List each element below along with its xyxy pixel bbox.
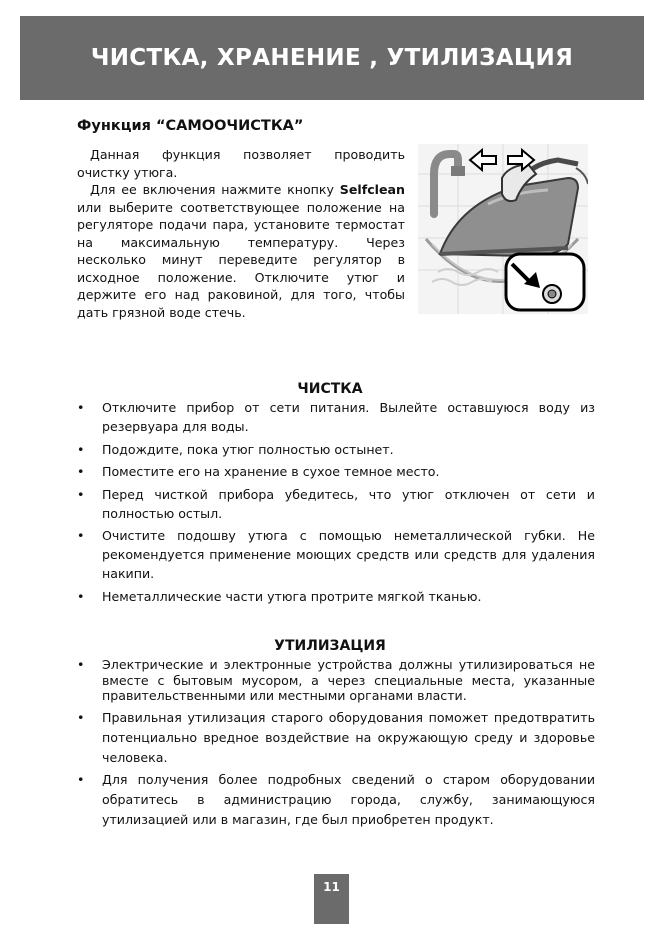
list-item [77, 440, 595, 459]
header-bar [20, 16, 644, 100]
selfclean-paragraph-2 [77, 181, 405, 321]
cleaning-heading: ЧИСТКА [297, 381, 363, 397]
list-item-text: Перед чисткой прибора убедитесь, что утюг отключен от сети и полностью остыл. [102, 486, 595, 521]
bullet-icon: • [77, 657, 85, 672]
list-item [77, 485, 595, 523]
selfclean-description [77, 146, 405, 321]
disposal-list [77, 657, 595, 832]
selfclean-title: Функция “САМООЧИСТКА” [77, 118, 304, 134]
list-item-text: Правильная утилизация старого оборудования поможет предотвратить потенциально вредное воздействие на окружающую среду и здоровье человека. [102, 709, 595, 765]
list-item-text: Электрические и электронные устройства должны утилизироваться не вместе с бытовым мусором, а через специальные места, указанные правительственными или местными органами власти. [102, 657, 595, 703]
bullet-icon: • [77, 771, 85, 787]
selfclean-text-before: Для ее включения нажмите кнопку [90, 182, 340, 197]
bullet-icon: • [77, 528, 85, 543]
list-item-text: Отключите прибор от сети питания. Вылейте оставшуюся воду из резервуара для воды. [102, 400, 595, 434]
bullet-icon: • [77, 441, 85, 457]
list-item-text: Поместите его на хранение в сухое темное место. [102, 464, 440, 479]
page-title: ЧИСТКА, ХРАНЕНИЕ , УТИЛИЗАЦИЯ [90, 45, 574, 71]
list-item [77, 526, 595, 583]
bullet-icon: • [77, 486, 85, 502]
selfclean-paragraph-1: Данная функция позволяет проводить очистку утюга. [77, 147, 405, 180]
list-item-text: Неметаллические части утюга протрите мягкой тканью. [102, 588, 482, 604]
page-number: 11 [314, 874, 349, 924]
list-item-text: Подождите, пока утюг полностью остынет. [102, 441, 394, 457]
list-item-text: Очистите подошву утюга с помощью неметаллической губки. Не рекомендуется применение моющих средств или средств для удаления накипи. [102, 528, 595, 581]
iron-selfclean-illustration-icon [418, 144, 588, 314]
list-item [77, 587, 595, 606]
bullet-icon: • [77, 709, 85, 725]
disposal-heading: УТИЛИЗАЦИЯ [274, 638, 386, 654]
list-item-text: Для получения более подробных сведений о старом оборудовании обратитесь в администрацию города, службу, занимающуюся утилизацией или в магазин, где был приобретен продукт. [102, 771, 595, 827]
list-item [77, 462, 595, 481]
list-item [77, 398, 595, 436]
bullet-icon: • [77, 588, 85, 604]
selfclean-button-name: Selfclean [339, 182, 405, 197]
bullet-icon: • [77, 400, 85, 415]
selfclean-text-after: или выберите соответствующее положение на регуляторе подачи пара, установите термостат на максимальную температуру. Через несколько минут переведите регулятор в исходное положение. Отключите утюг и держите его над раковиной, для того, чтобы дать грязной воде стечь. [77, 199, 405, 320]
list-item [77, 708, 595, 768]
bullet-icon: • [77, 464, 85, 479]
list-item [77, 770, 595, 830]
list-item [77, 657, 595, 704]
cleaning-list [77, 398, 595, 609]
